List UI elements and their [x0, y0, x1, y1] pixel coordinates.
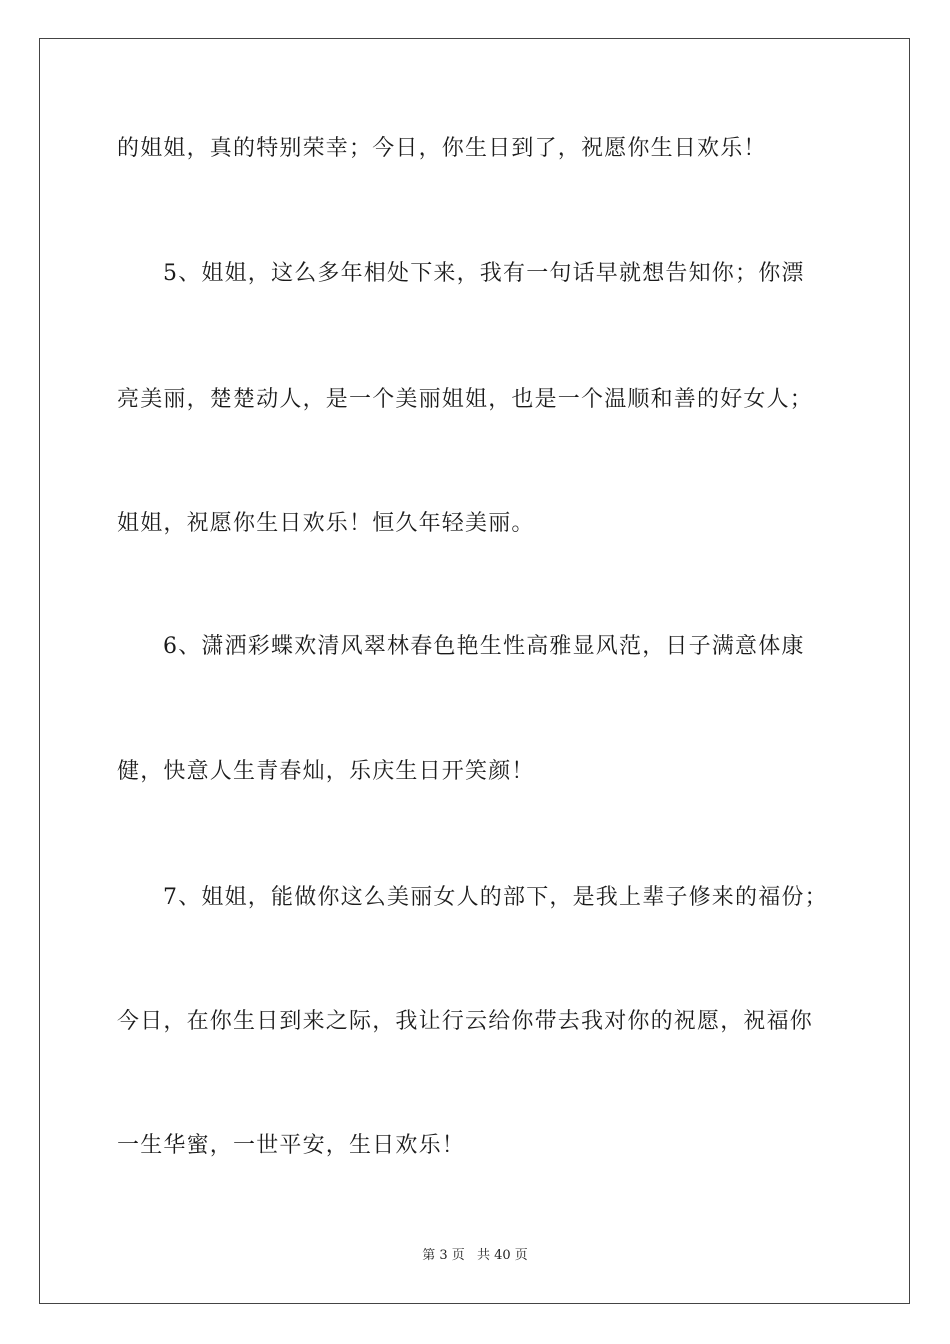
total-pages: 共 40 页: [476, 1248, 528, 1263]
paragraph-line: 今日，在你生日到来之际，我让行云给你带去我对你的祝愿，祝福你: [117, 1009, 814, 1034]
paragraph-line: 姐姐，祝愿你生日欢乐！恒久年轻美丽。: [117, 511, 535, 536]
paragraph-line: 6、潇洒彩蝶欢清风翠林春色艳生性高雅显风范，日子满意体康: [163, 634, 805, 659]
page-number: 第 3 页: [422, 1248, 465, 1263]
paragraph-line: 的姐姐，真的特别荣幸；今日，你生日到了，祝愿你生日欢乐！: [117, 136, 767, 161]
paragraph-line: 亮美丽，楚楚动人，是一个美丽姐姐，也是一个温顺和善的好女人；: [117, 387, 814, 412]
paragraph-line: 健，快意人生青春灿，乐庆生日开笑颜！: [117, 759, 535, 784]
page-footer: [0, 1247, 950, 1265]
paragraph-line: 7、姐姐，能做你这么美丽女人的部下，是我上辈子修来的福份；: [163, 885, 828, 910]
paragraph-line: 一生华蜜，一世平安，生日欢乐！: [117, 1133, 466, 1158]
paragraph-line: 5、姐姐，这么多年相处下来，我有一句话早就想告知你；你漂: [163, 261, 805, 286]
page-border: [39, 38, 910, 1304]
